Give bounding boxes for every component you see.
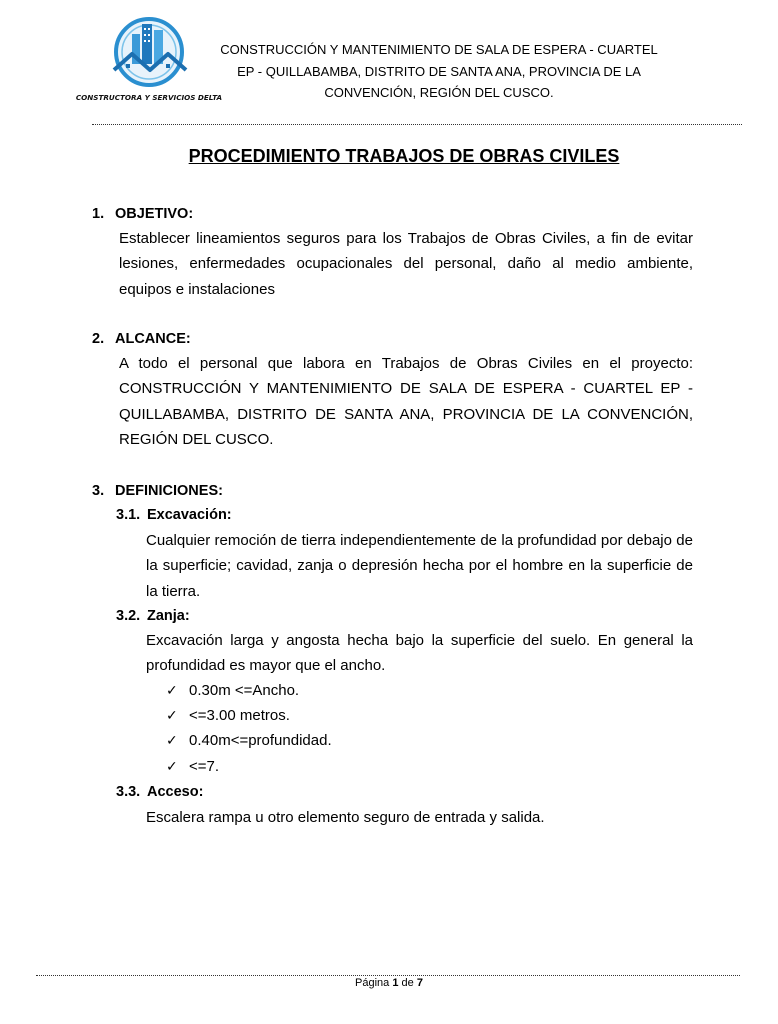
company-logo <box>75 14 223 104</box>
current-page: 1 <box>392 977 399 989</box>
document-title: PROCEDIMIENTO TRABAJOS DE OBRAS CIVILES <box>188 146 620 166</box>
section-text-objetivo: Establecer lineamientos seguros para los Trabajos de Obras Civiles, a fin de evitar lesiones, enfermedades ocupacionales del personal, daño al medio ambiente, equipos e instalaciones <box>119 230 693 298</box>
subsection-title: Acceso: <box>147 784 204 800</box>
subsection-text-excavacion: Cualquier remoción de tierra independientemente de la profundidad por debajo de la superficie; cavidad, zanja o depresión hecha por el hombre en la superficie de la tierra. <box>146 532 693 600</box>
section-heading-alcance <box>92 331 191 347</box>
section-heading-objetivo <box>92 206 193 222</box>
page-footer <box>0 977 778 989</box>
checkmark-icon: ✓ <box>166 707 178 723</box>
section-heading-definiciones <box>92 483 223 499</box>
header-divider <box>92 124 742 125</box>
checklist-item: ✓ <=3.00 metros. <box>166 707 290 724</box>
document-header <box>208 39 670 104</box>
subsection-heading-acceso <box>116 784 203 800</box>
header-line: CONVENCIÓN, REGIÓN DEL CUSCO. <box>324 85 554 100</box>
checkmark-icon: ✓ <box>166 732 178 748</box>
total-pages: 7 <box>416 977 423 989</box>
section-title: ALCANCE: <box>115 331 191 347</box>
checklist-item: ✓ 0.30m <=Ancho. <box>166 682 300 699</box>
subsection-number: 3.2. <box>116 608 141 624</box>
section-title: OBJETIVO: <box>115 206 194 222</box>
subsection-heading-excavacion <box>116 507 232 523</box>
checkmark-icon: ✓ <box>166 758 178 774</box>
footer-of: de <box>401 977 414 989</box>
subsection-title: Excavación: <box>147 507 232 523</box>
section-number: 1. <box>92 206 105 222</box>
header-line: EP - QUILLABAMBA, DISTRITO DE SANTA ANA, PROVINCIA DE LA <box>237 63 641 79</box>
subsection-number: 3.3. <box>116 784 141 800</box>
section-number: 2. <box>92 331 105 347</box>
subsection-text-acceso: Escalera rampa u otro elemento seguro de entrada y salida. <box>146 809 545 826</box>
footer-divider <box>36 975 740 976</box>
subsection-heading-zanja <box>116 608 190 624</box>
subsection-title: Zanja: <box>147 608 190 624</box>
header-line: CONSTRUCCIÓN Y MANTENIMIENTO DE SALA DE ESPERA - CUARTEL <box>220 42 658 57</box>
section-number: 3. <box>92 483 105 499</box>
section-title: DEFINICIONES: <box>115 483 223 499</box>
checklist-item: ✓ 0.40m<=profundidad. <box>166 732 332 749</box>
subsection-number: 3.1. <box>116 507 141 523</box>
checkmark-icon: ✓ <box>166 682 178 698</box>
footer-label: Página <box>355 977 390 989</box>
logo-text: CONSTRUCTORA Y SERVICIOS DELTA <box>75 93 223 102</box>
section-text-alcance: A todo el personal que labora en Trabajos de Obras Civiles en el proyecto: CONSTRUCCIÓN Y MANTENIMIENTO DE SALA DE ESPERA - CUARTEL EP - QUILLABAMBA, DISTRITO DE SANTA ANA, PROVINCIA DE LA CONVENCIÓN, REGIÓN DEL CUSCO. <box>119 355 693 448</box>
subsection-text-zanja: Excavación larga y angosta hecha bajo la superficie del suelo. En general la profundidad es mayor que el ancho. <box>146 632 693 675</box>
checklist-item: ✓ <=7. <box>166 758 220 775</box>
